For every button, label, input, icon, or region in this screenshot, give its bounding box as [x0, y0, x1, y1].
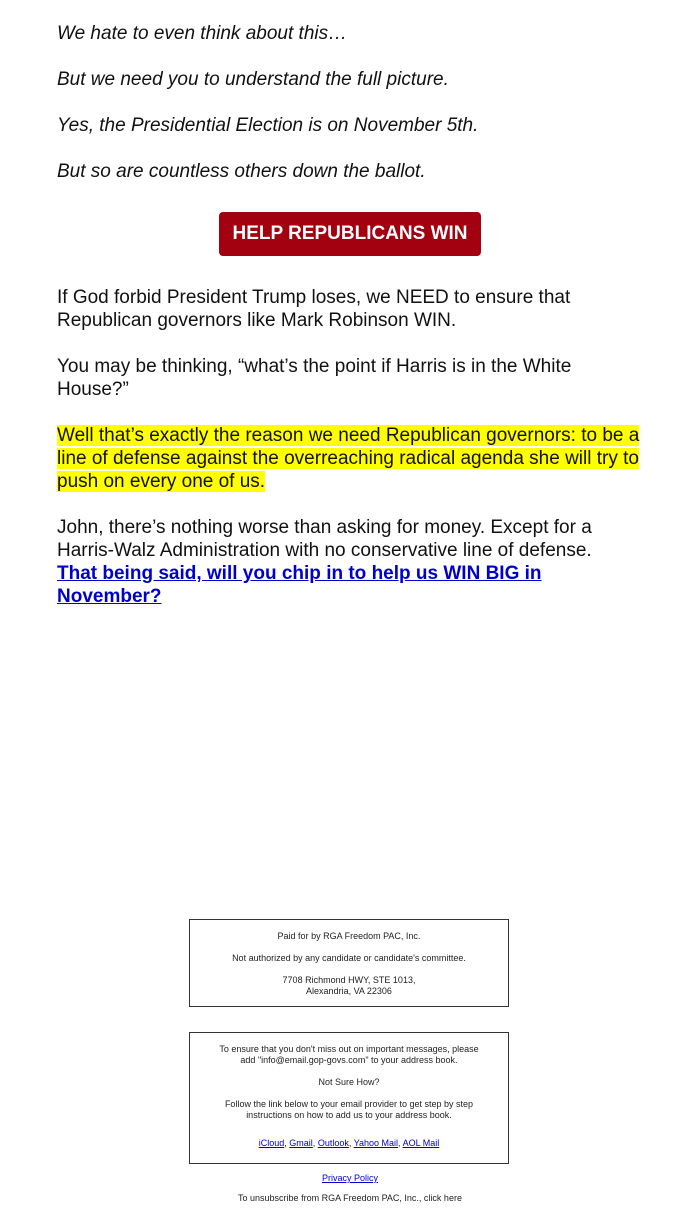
address-line-2: Alexandria, VA 22306 [306, 986, 392, 996]
privacy-policy-container [0, 1173, 700, 1184]
intro-line-2: But we need you to understand the full picture. [57, 69, 449, 90]
paid-for-disclaimer-box [189, 919, 509, 1007]
address-line-1: 7708 Richmond HWY, STE 1013, [282, 975, 416, 985]
gmail-link[interactable]: Gmail [289, 1138, 313, 1148]
address-book-line-1: To ensure that you don't miss out on important messages, please [219, 1044, 479, 1054]
paid-for-text: Paid for by RGA Freedom PAC, Inc. [277, 931, 421, 941]
help-republicans-win-button[interactable]: HELP REPUBLICANS WIN [219, 212, 480, 256]
highlighted-text: Well that’s exactly the reason we need Republican governors: to be a line of defense against the overreaching radical agenda she will try to push on every one of us. [57, 425, 640, 492]
provider-separator: , [398, 1138, 403, 1148]
address-book-line-2: add "info@email.gop-govs.com" to your address book. [240, 1055, 458, 1065]
intro-line-3: Yes, the Presidential Election is on November 5th. [57, 115, 479, 136]
address-book-box [189, 1032, 509, 1164]
outlook-link[interactable]: Outlook [317, 1138, 349, 1148]
paragraph-ask [57, 516, 647, 608]
not-authorized-text: Not authorized by any candidate or candidate's committee. [232, 953, 466, 963]
cta-container [0, 212, 700, 256]
provider-separator: , [312, 1138, 318, 1148]
email-provider-links [190, 1138, 508, 1149]
unsubscribe-text[interactable]: To unsubscribe from RGA Freedom PAC, Inc., click here [238, 1193, 462, 1203]
intro-line-4: But so are countless others down the ballot. [57, 161, 426, 182]
not-sure-how-text: Not Sure How? [318, 1077, 380, 1087]
paragraph-white-house: You may be thinking, “what’s the point if Harris is in the White House?” [57, 356, 572, 400]
follow-link-line-1: Follow the link below to your email provider to get step by step [224, 1099, 474, 1109]
chip-in-link[interactable]: That being said, will you chip in to help us WIN BIG in November? [57, 563, 542, 607]
intro-line-1: We hate to even think about this… [57, 23, 348, 44]
provider-separator: , [348, 1138, 354, 1148]
privacy-policy-link[interactable]: Privacy Policy [321, 1173, 378, 1183]
aol-mail-link[interactable]: AOL Mail [402, 1138, 440, 1148]
provider-separator: , [284, 1138, 290, 1148]
follow-link-line-2: instructions on how to add us to your address book. [246, 1110, 452, 1120]
paragraph-governors: If God forbid President Trump loses, we NEED to ensure that Republican governors like Mark Robinson WIN. [57, 287, 571, 331]
icloud-link[interactable]: iCloud [258, 1138, 285, 1148]
paragraph-highlighted [57, 424, 642, 493]
paragraph-ask-text: John, there’s nothing worse than asking for money. Except for a Harris-Walz Administration with no conservative line of defense. [57, 517, 592, 561]
yahoo-mail-link[interactable]: Yahoo Mail [353, 1138, 399, 1148]
